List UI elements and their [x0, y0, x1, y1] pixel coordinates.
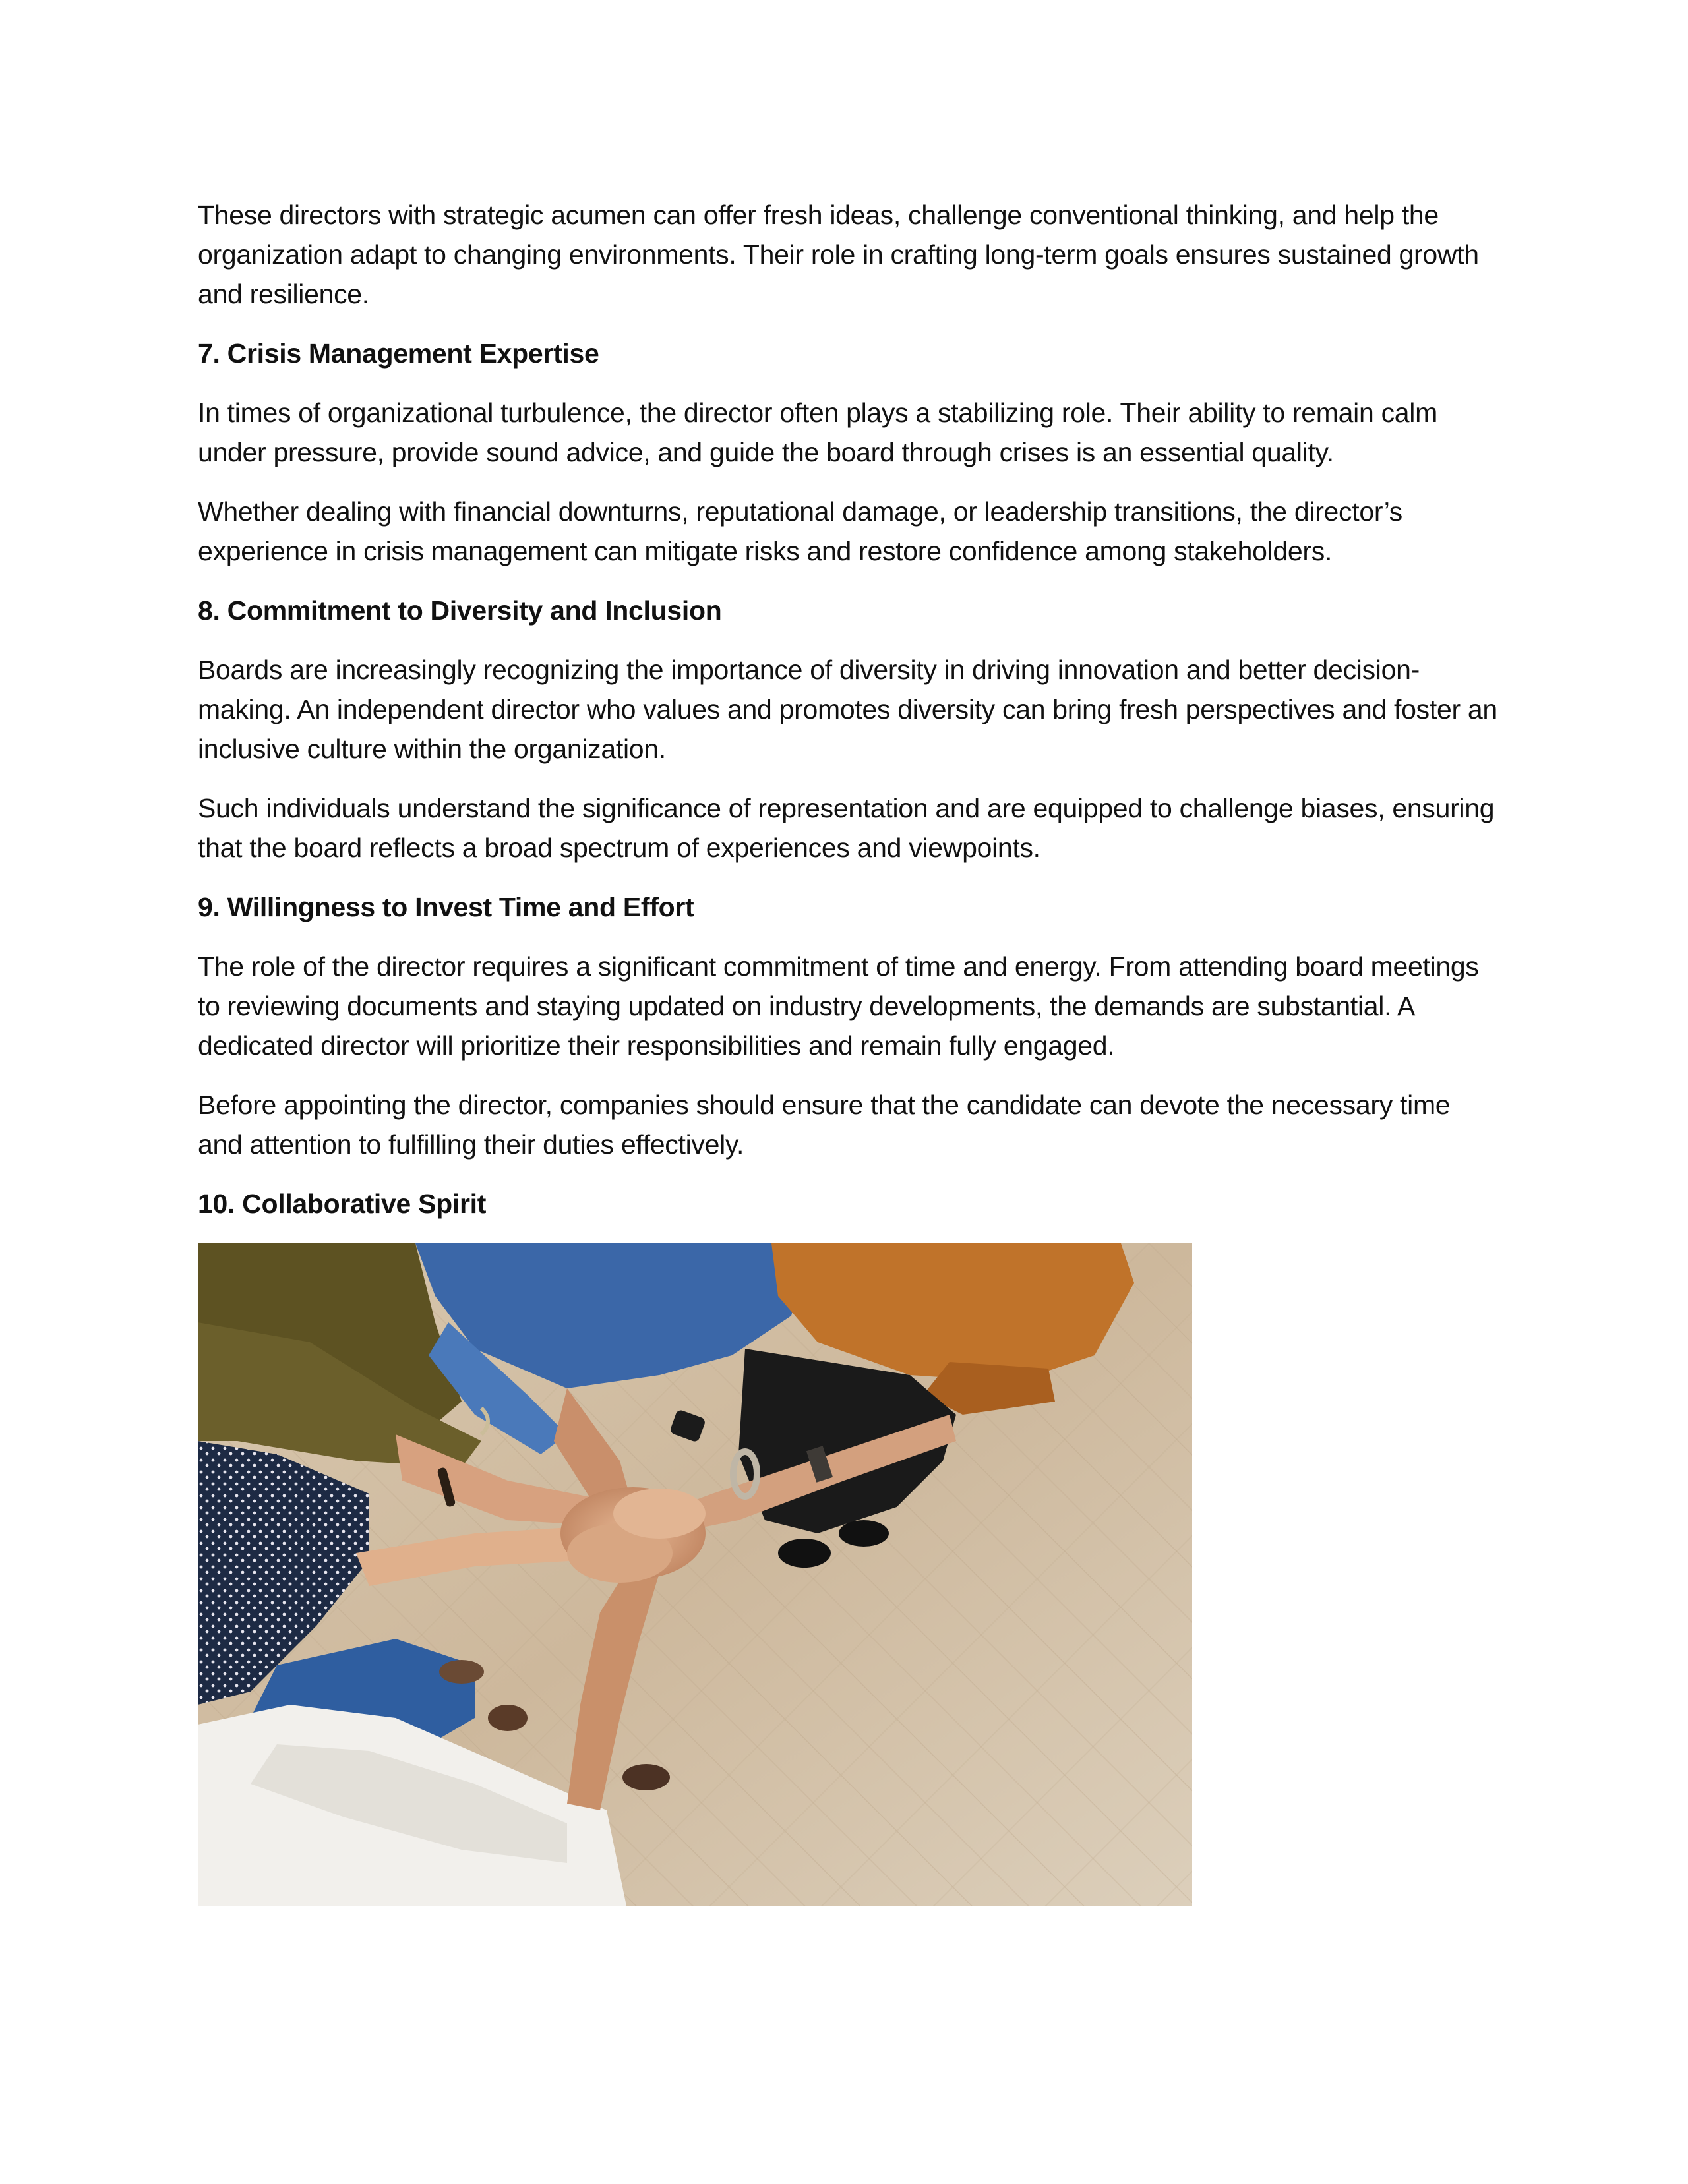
heading-diversity-inclusion: 8. Commitment to Diversity and Inclusion: [198, 595, 722, 626]
shoe-right-2: [839, 1520, 889, 1547]
shoe-bottom-1: [622, 1764, 670, 1790]
paragraph-time-commitment: The role of the director requires a significant commitment of time and energy. From attending board meetings to reviewing documents and staying updated on industry developments, the demands are substantial. A dedicated director will prioritize their responsibilities and remain fully engaged.: [198, 951, 1479, 1061]
shoe-left-1: [488, 1705, 528, 1731]
team-hands-stacked-photo: [198, 1243, 1192, 1906]
sandal-1: [439, 1660, 484, 1684]
paragraph-representation: Such individuals understand the significance of representation and are equipped to challenge biases, ensuring that the board reflects a broad spectrum of experiences and viewpoints.: [198, 793, 1495, 863]
paragraph-diversity-importance: Boards are increasingly recognizing the importance of diversity in driving innovation and better decision-making. An independent director who values and promotes diversity can bring fresh perspectives and foster an inclusive culture within the organization.: [198, 655, 1497, 764]
paragraph-crisis-experience: Whether dealing with financial downturns, reputational damage, or leadership transitions, the director’s experience in crisis management can mitigate risks and restore confidence among stakeholders.: [198, 496, 1402, 566]
heading-crisis-management: 7. Crisis Management Expertise: [198, 338, 599, 369]
paragraph-crisis-role: In times of organizational turbulence, the director often plays a stabilizing role. Their ability to remain calm under pressure, provide sound advice, and guide the board through crises is an essential quality.: [198, 398, 1437, 467]
heading-collaborative-spirit: 10. Collaborative Spirit: [198, 1189, 487, 1219]
heading-time-effort: 9. Willingness to Invest Time and Effort: [198, 892, 694, 922]
paragraph-before-appointing: Before appointing the director, companies should ensure that the candidate can devote the necessary time and attention to fulfilling their duties effectively.: [198, 1090, 1451, 1160]
paragraph-strategic-acumen: These directors with strategic acumen can offer fresh ideas, challenge conventional thinking, and help the organization adapt to changing environments. Their role in crafting long-term goals ensures sustained growth and resilience.: [198, 200, 1479, 309]
shoe-right-1: [778, 1539, 831, 1568]
document-page: [198, 195, 1500, 1906]
stacked-hands-upper: [613, 1489, 706, 1539]
team-hands-photo-illustration: [198, 1243, 1192, 1906]
